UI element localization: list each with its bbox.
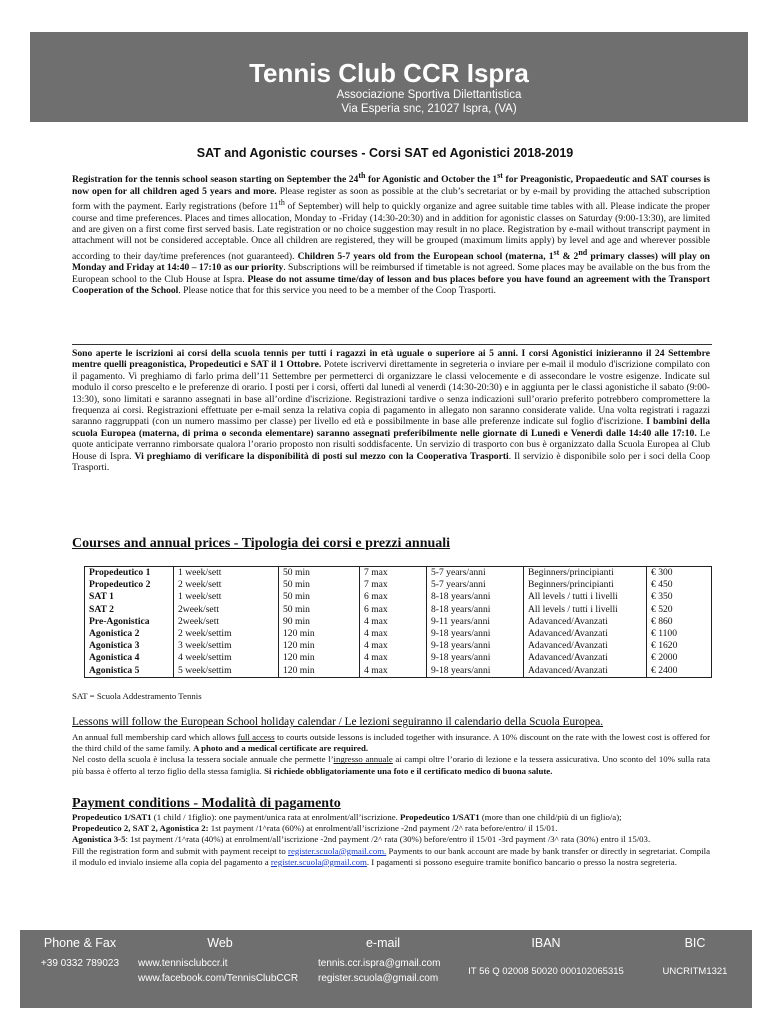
cell-name: Agonistica 3	[85, 640, 174, 652]
cell-dur: 50 min	[279, 604, 360, 616]
cell-max: 7 max	[360, 579, 427, 591]
cell-name: Agonistica 5	[85, 665, 174, 678]
cell-max: 6 max	[360, 604, 427, 616]
cell-level: Adavanced/Avanzati	[524, 665, 647, 678]
cell-freq: 2week/sett	[174, 604, 279, 616]
club-title: Tennis Club CCR Ispra	[249, 58, 529, 88]
register-email[interactable]: register.scuola@gmail.com	[318, 973, 439, 984]
table-row	[85, 665, 712, 678]
membership-paragraph: An annual full membership card which allows full access to courts outside lessons is included together with insurance. A 10% discount on the rate with the lowest cost is offered for the third child of the same family. A photo and a medical certificate are required. Nel costo della scuola è inclusa la tessera sociale annuale che permette l’ingresso annuale ai campi oltre l’orario di lezione e la tessera assicurativa. Uno sconto del 10% sulla rata più bassa è offerto al terzo figlio della stessa famiglia. Si richiede obbligatoriamente una foto e il certificato medico di buona salute.	[72, 732, 711, 776]
english-intro-paragraph: Registration for the tennis school season starting on September the 24th for Agonistic and October the 1st for Preagonistic, Propaedeutic and SAT courses is now open for all children aged 5 years and more. Please register as soon as possible at the club’s secretariat or by e-mail by providing the attached subscription form with the payment. Early registrations (before 11th of September) will help to quickly organize and agree suitable time tables with all. Please indicate the proper course and time preferences. Places and times allocation, Monday to -Friday (14:30-20:30) and in addition for agonistic classes on Saturday (9:00-13:30), are limited and are given on a first come first served basis. Late registration or no choice suggestion may result in no place. Registration by e-mail without transcript payment in attachment will not be considered acceptable. Once all children are registered, they will be grouped (maximum limits apply) by level and age and wherever possible according to their day/time preferences (not guaranteed). Children 5-7 years old from the European school (materna, 1st & 2nd primary classes) will play on Monday and Friday at 14:40 – 17:10 as our priority. Subscriptions will be reimbursed if timetable is not agreed. Some places may be available on the bus from the European school to the Club House at Ispra. Please do not assume time/day of lesson and bus places before you have found an agreement with the Transport Cooperation of the School. Please notice that for this service you need to be a member of the Coop Trasporti.	[72, 171, 711, 297]
cell-price: € 350	[647, 591, 712, 603]
club-address: Via Esperia snc, 21027 Ispra, (VA)	[341, 103, 517, 115]
cell-name: SAT 2	[85, 604, 174, 616]
cell-freq: 5 week/settim	[174, 665, 279, 678]
divider	[72, 344, 712, 345]
cell-name: Propedeutico 1	[85, 567, 174, 580]
courses-price-table	[84, 566, 712, 678]
association-subtitle: Associazione Sportiva Dilettantistica	[336, 89, 522, 101]
cell-name: Pre-Agonistica	[85, 616, 174, 628]
cell-name: Propedeutico 2	[85, 579, 174, 591]
cell-max: 7 max	[360, 567, 427, 580]
cell-level: Adavanced/Avanzati	[524, 628, 647, 640]
footer-iban: IBAN IT 56 Q 02008 50020 000102065315	[468, 936, 624, 977]
footer-phone: Phone & Fax +39 0332 789023	[40, 936, 120, 969]
cell-level: Adavanced/Avanzati	[524, 640, 647, 652]
cell-name: Agonistica 2	[85, 628, 174, 640]
cell-dur: 90 min	[279, 616, 360, 628]
cell-dur: 50 min	[279, 567, 360, 580]
footer-bic: BIC UNCRITM1321	[662, 936, 728, 977]
cell-age: 5-7 years/anni	[427, 567, 524, 580]
cell-max: 4 max	[360, 640, 427, 652]
cell-age: 9-18 years/anni	[427, 628, 524, 640]
cell-freq: 3 week/settim	[174, 640, 279, 652]
courses-heading: Courses and annual prices - Tipologia dei corsi e prezzi annuali	[72, 536, 451, 551]
cell-age: 9-18 years/anni	[427, 640, 524, 652]
cell-max: 4 max	[360, 628, 427, 640]
payment-paragraph: Propedeutico 1/SAT1 (1 child / 1figlio): one payment/unica rata at enrolment/all’iscrizione. Propedeutico 1/SAT1 (more than one child/più di un figlio/a); Propedeutico 2, SAT 2, Agonistica 2: 1st payment /1^rata (60%) at enrolment/all’iscrizione -2nd payment /2^ rata before/entro/ il 15/01. Agonistica 3-5: 1st payment /1^rata (40%) at enrolment/all’iscrizione -2nd payment /2^ rata (30%) before/entro il 15/01 -3rd payment /3^ rata (30%) entro il 15/03. Fill the registration form and submit with payment receipt to register.scuola@gmail.com. Payments to our bank account are made by bank transfer or directly in segretariat. Compila il modulo ed invialo insieme alla copia del pagamento a register.scuola@gmail.com. I pagamenti si possono eseguire tramite bonifico bancario o presso la nostra segreteria.	[72, 812, 710, 867]
cell-max: 6 max	[360, 591, 427, 603]
footer-web: Web www.tennisclubccr.it www.facebook.com/TennisClubCCR	[138, 936, 299, 984]
cell-dur: 120 min	[279, 640, 360, 652]
cell-price: € 2000	[647, 652, 712, 664]
cell-dur: 50 min	[279, 591, 360, 603]
table-row	[85, 652, 712, 664]
cell-max: 4 max	[360, 665, 427, 678]
tennis-email[interactable]: tennis.ccr.ispra@gmail.com	[318, 958, 441, 969]
footer-email: e-mail tennis.ccr.ispra@gmail.com register.scuola@gmail.com	[318, 936, 441, 984]
payment-heading: Payment conditions - Modalità di pagamento	[72, 796, 341, 811]
cell-freq: 1 week/sett	[174, 567, 279, 580]
table-row	[85, 567, 712, 580]
lessons-calendar-note: Lessons will follow the European School holiday calendar / Le lezioni seguiranno il calendario della Scuola Europea.	[72, 716, 604, 728]
cell-dur: 120 min	[279, 628, 360, 640]
table-row	[85, 579, 712, 591]
cell-freq: 4 week/settim	[174, 652, 279, 664]
cell-level: All levels / tutti i livelli	[524, 591, 647, 603]
table-row	[85, 640, 712, 652]
website-link[interactable]: www.tennisclubccr.it	[138, 958, 228, 969]
table-row	[85, 616, 712, 628]
cell-price: € 300	[647, 567, 712, 580]
italian-intro-paragraph: Sono aperte le iscrizioni ai corsi della scuola tennis per tutti i ragazzi in età uguale o superiore ai 5 anni. I corsi Agonistici inizieranno il 24 Settembre mentre quelli preagonistica, Propedeutici e SAT il 1 Ottobre. Potete iscrivervi direttamente in segreteria o inviare per e-mail il modulo d'iscrizione compilato con il pagamento. Vi preghiamo di farlo prima dell’11 Settembre per permetterci di organizzare le classi velocemente e di assecondare le vostre esigenze. Indicate sul modulo il corso prescelto e le preferenze di orario. I posti per i corsi, offerti dal lunedì al venerdì (14:30-20:30) e in aggiunta per le classi agonistiche il sabato (9:00-13:30), sono limitati e saranno assegnati in base all’ordine d'iscrizione. Registrazioni tardive o senza indicazioni sull’orario preferito potrebbero compromettere la frequenza ai corsi. Registrazioni effettuate per e-mail senza la relativa copia di pagamento in allegato non saranno considerate valide. Una volta registrati i ragazzi saranno raggruppati (con un numero massimo per classe) per livello ed età e possibilmente in base alle preferenze indicate sul foglio d'iscrizione. I bambini della scuola Europea (materna, di prima o seconda elementare) saranno assegnati preferibilmente nelle giornate di Lunedì e Venerdì dalle 14:40 alle 17:10. Le quote anticipate verranno rimborsate qualora l’orario proposto non risulti soddisfacente. Un servizio di trasporto con bus è organizzato dalla Scuola Europea al Club House di Ispra. Vi preghiamo di verificare la disponibilità di posti sul mezzo con la Cooperativa Trasporti. Il servizio è disponibile solo per i soci della Coop Trasporti.	[72, 348, 711, 474]
cell-price: € 520	[647, 604, 712, 616]
table-row	[85, 591, 712, 603]
cell-price: € 1620	[647, 640, 712, 652]
cell-price: € 2400	[647, 665, 712, 678]
cell-dur: 50 min	[279, 579, 360, 591]
cell-dur: 120 min	[279, 665, 360, 678]
cell-freq: 2 week/sett	[174, 579, 279, 591]
cell-age: 9-18 years/anni	[427, 665, 524, 678]
cell-level: Adavanced/Avanzati	[524, 616, 647, 628]
cell-age: 9-11 years/anni	[427, 616, 524, 628]
table-row	[85, 604, 712, 616]
header-banner	[30, 32, 748, 122]
cell-price: € 450	[647, 579, 712, 591]
cell-price: € 860	[647, 616, 712, 628]
cell-level: All levels / tutti i livelli	[524, 604, 647, 616]
section-title: SAT and Agonistic courses - Corsi SAT ed Agonistici 2018-2019	[196, 146, 574, 160]
cell-level: Adavanced/Avanzati	[524, 652, 647, 664]
cell-max: 4 max	[360, 652, 427, 664]
cell-name: Agonistica 4	[85, 652, 174, 664]
cell-age: 5-7 years/anni	[427, 579, 524, 591]
cell-freq: 1 week/sett	[174, 591, 279, 603]
register-email-link[interactable]: register.scuola@gmail.com.	[288, 845, 387, 856]
footer-contact-bar	[20, 930, 752, 1008]
cell-freq: 2week/sett	[174, 616, 279, 628]
cell-level: Beginners/principianti	[524, 579, 647, 591]
cell-age: 8-18 years/anni	[427, 604, 524, 616]
cell-age: 9-18 years/anni	[427, 652, 524, 664]
cell-freq: 2 week/settim	[174, 628, 279, 640]
sat-note: SAT = Scuola Addestramento Tennis	[72, 691, 202, 701]
facebook-link[interactable]: www.facebook.com/TennisClubCCR	[138, 973, 299, 984]
cell-level: Beginners/principianti	[524, 567, 647, 580]
cell-price: € 1100	[647, 628, 712, 640]
table-row	[85, 628, 712, 640]
cell-name: SAT 1	[85, 591, 174, 603]
cell-dur: 120 min	[279, 652, 360, 664]
cell-max: 4 max	[360, 616, 427, 628]
register-email-link-2[interactable]: register.scuola@gmail.com	[270, 856, 367, 867]
cell-age: 8-18 years/anni	[427, 591, 524, 603]
